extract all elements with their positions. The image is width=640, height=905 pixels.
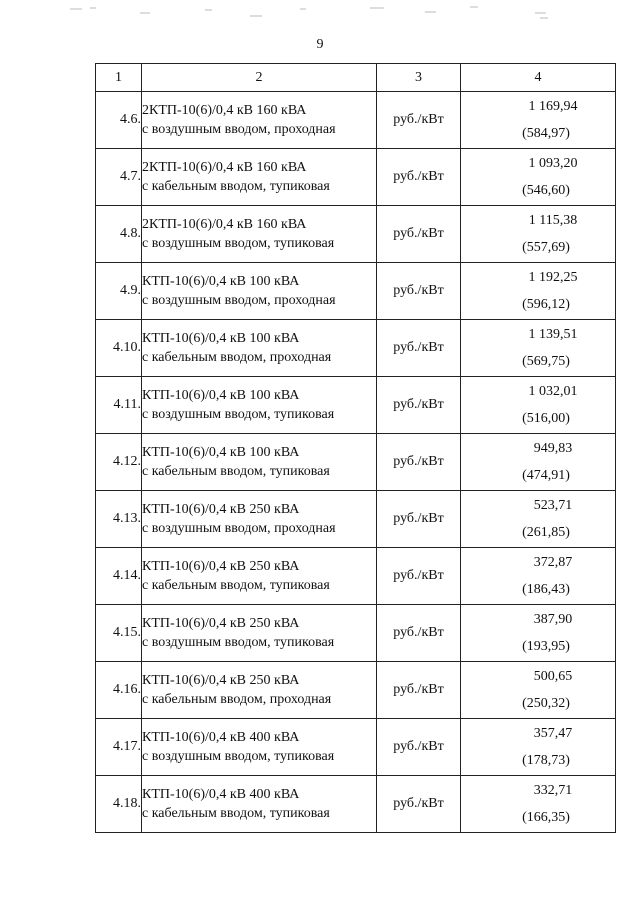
value-main: 1 093,20	[528, 155, 578, 171]
value-parenthetical: (261,85)	[522, 524, 570, 540]
table-row	[96, 662, 616, 719]
value-parenthetical: (186,43)	[522, 581, 570, 597]
row-value	[461, 605, 616, 662]
description-line-2: с кабельным вводом, тупиковая	[142, 179, 330, 194]
table-row	[96, 434, 616, 491]
description-line-1: 2КТП-10(6)/0,4 кВ 160 кВА	[142, 217, 307, 232]
value-main: 372,87	[533, 554, 573, 570]
row-description	[142, 605, 377, 662]
row-description	[142, 377, 377, 434]
description-line-2: с воздушным вводом, тупиковая	[142, 407, 335, 422]
row-number: 4.10.	[96, 320, 142, 377]
row-number: 4.7.	[96, 149, 142, 206]
row-unit: руб./кВт	[377, 377, 461, 434]
row-unit: руб./кВт	[377, 149, 461, 206]
row-value	[461, 434, 616, 491]
value-parenthetical: (516,00)	[522, 410, 570, 426]
description-line-2: с воздушным вводом, проходная	[142, 122, 336, 137]
row-description	[142, 149, 377, 206]
description-line-1: КТП-10(6)/0,4 кВ 100 кВА	[142, 274, 300, 289]
row-value	[461, 263, 616, 320]
row-unit: руб./кВт	[377, 320, 461, 377]
description-line-1: 2КТП-10(6)/0,4 кВ 160 кВА	[142, 103, 307, 118]
value-main: 1 139,51	[528, 326, 578, 342]
row-number: 4.18.	[96, 776, 142, 833]
table-row	[96, 719, 616, 776]
value-main: 387,90	[533, 611, 573, 627]
row-description	[142, 320, 377, 377]
description-line-2: с кабельным вводом, проходная	[142, 692, 332, 707]
row-number: 4.11.	[96, 377, 142, 434]
table-row	[96, 776, 616, 833]
value-parenthetical: (166,35)	[522, 809, 570, 825]
row-value	[461, 206, 616, 263]
column-header-2: 2	[142, 64, 377, 92]
value-main: 523,71	[533, 497, 573, 513]
row-value	[461, 149, 616, 206]
row-value	[461, 719, 616, 776]
page-number: 9	[316, 37, 324, 52]
value-parenthetical: (557,69)	[522, 239, 570, 255]
row-number: 4.15.	[96, 605, 142, 662]
scan-noise-marks	[0, 4, 640, 24]
value-main: 357,47	[533, 725, 573, 741]
description-line-2: с кабельным вводом, тупиковая	[142, 464, 330, 479]
row-unit: руб./кВт	[377, 719, 461, 776]
row-value	[461, 662, 616, 719]
tariff-table	[95, 63, 616, 833]
row-description	[142, 491, 377, 548]
table-row	[96, 320, 616, 377]
row-description	[142, 434, 377, 491]
description-line-2: с воздушным вводом, проходная	[142, 293, 336, 308]
column-header-1: 1	[96, 64, 142, 92]
table-row	[96, 149, 616, 206]
description-line-1: КТП-10(6)/0,4 кВ 250 кВА	[142, 616, 300, 631]
table-header-row	[96, 64, 616, 92]
value-main: 1 192,25	[528, 269, 578, 285]
table-row	[96, 92, 616, 149]
description-line-2: с воздушным вводом, тупиковая	[142, 635, 335, 650]
row-description	[142, 206, 377, 263]
row-description	[142, 719, 377, 776]
value-parenthetical: (596,12)	[522, 296, 570, 312]
value-parenthetical: (584,97)	[522, 125, 570, 141]
row-description	[142, 548, 377, 605]
row-value	[461, 320, 616, 377]
description-line-1: КТП-10(6)/0,4 кВ 100 кВА	[142, 445, 300, 460]
row-number: 4.9.	[96, 263, 142, 320]
row-unit: руб./кВт	[377, 491, 461, 548]
row-value	[461, 92, 616, 149]
description-line-1: КТП-10(6)/0,4 кВ 100 кВА	[142, 388, 300, 403]
row-number: 4.17.	[96, 719, 142, 776]
row-unit: руб./кВт	[377, 605, 461, 662]
table-row	[96, 263, 616, 320]
row-number: 4.14.	[96, 548, 142, 605]
description-line-2: с воздушным вводом, тупиковая	[142, 749, 335, 764]
value-main: 500,65	[533, 668, 573, 684]
row-value	[461, 377, 616, 434]
value-main: 1 032,01	[528, 383, 578, 399]
value-main: 1 169,94	[528, 98, 578, 114]
table-row	[96, 377, 616, 434]
row-unit: руб./кВт	[377, 662, 461, 719]
table-row	[96, 605, 616, 662]
row-unit: руб./кВт	[377, 434, 461, 491]
row-unit: руб./кВт	[377, 776, 461, 833]
description-line-1: КТП-10(6)/0,4 кВ 400 кВА	[142, 730, 300, 745]
description-line-1: 2КТП-10(6)/0,4 кВ 160 кВА	[142, 160, 307, 175]
value-main: 1 115,38	[528, 212, 578, 228]
value-main: 949,83	[533, 440, 573, 456]
row-number: 4.6.	[96, 92, 142, 149]
description-line-2: с кабельным вводом, тупиковая	[142, 806, 330, 821]
value-parenthetical: (250,32)	[522, 695, 570, 711]
description-line-1: КТП-10(6)/0,4 кВ 250 кВА	[142, 673, 300, 688]
row-value	[461, 491, 616, 548]
row-unit: руб./кВт	[377, 206, 461, 263]
description-line-1: КТП-10(6)/0,4 кВ 400 кВА	[142, 787, 300, 802]
description-line-2: с кабельным вводом, тупиковая	[142, 578, 330, 593]
value-main: 332,71	[533, 782, 573, 798]
description-line-2: с воздушным вводом, проходная	[142, 521, 336, 536]
table-row	[96, 491, 616, 548]
value-parenthetical: (569,75)	[522, 353, 570, 369]
value-parenthetical: (546,60)	[522, 182, 570, 198]
description-line-1: КТП-10(6)/0,4 кВ 250 кВА	[142, 502, 300, 517]
row-number: 4.16.	[96, 662, 142, 719]
row-number: 4.13.	[96, 491, 142, 548]
description-line-2: с воздушным вводом, тупиковая	[142, 236, 335, 251]
row-unit: руб./кВт	[377, 92, 461, 149]
row-unit: руб./кВт	[377, 263, 461, 320]
value-parenthetical: (474,91)	[522, 467, 570, 483]
row-value	[461, 548, 616, 605]
row-number: 4.8.	[96, 206, 142, 263]
row-description	[142, 92, 377, 149]
description-line-1: КТП-10(6)/0,4 кВ 250 кВА	[142, 559, 300, 574]
value-parenthetical: (178,73)	[522, 752, 570, 768]
row-number: 4.12.	[96, 434, 142, 491]
row-description	[142, 662, 377, 719]
row-description	[142, 776, 377, 833]
description-line-2: с кабельным вводом, проходная	[142, 350, 332, 365]
column-header-4: 4	[461, 64, 616, 92]
row-unit: руб./кВт	[377, 548, 461, 605]
row-value	[461, 776, 616, 833]
value-parenthetical: (193,95)	[522, 638, 570, 654]
description-line-1: КТП-10(6)/0,4 кВ 100 кВА	[142, 331, 300, 346]
table-row	[96, 548, 616, 605]
column-header-3: 3	[377, 64, 461, 92]
table-row	[96, 206, 616, 263]
row-description	[142, 263, 377, 320]
